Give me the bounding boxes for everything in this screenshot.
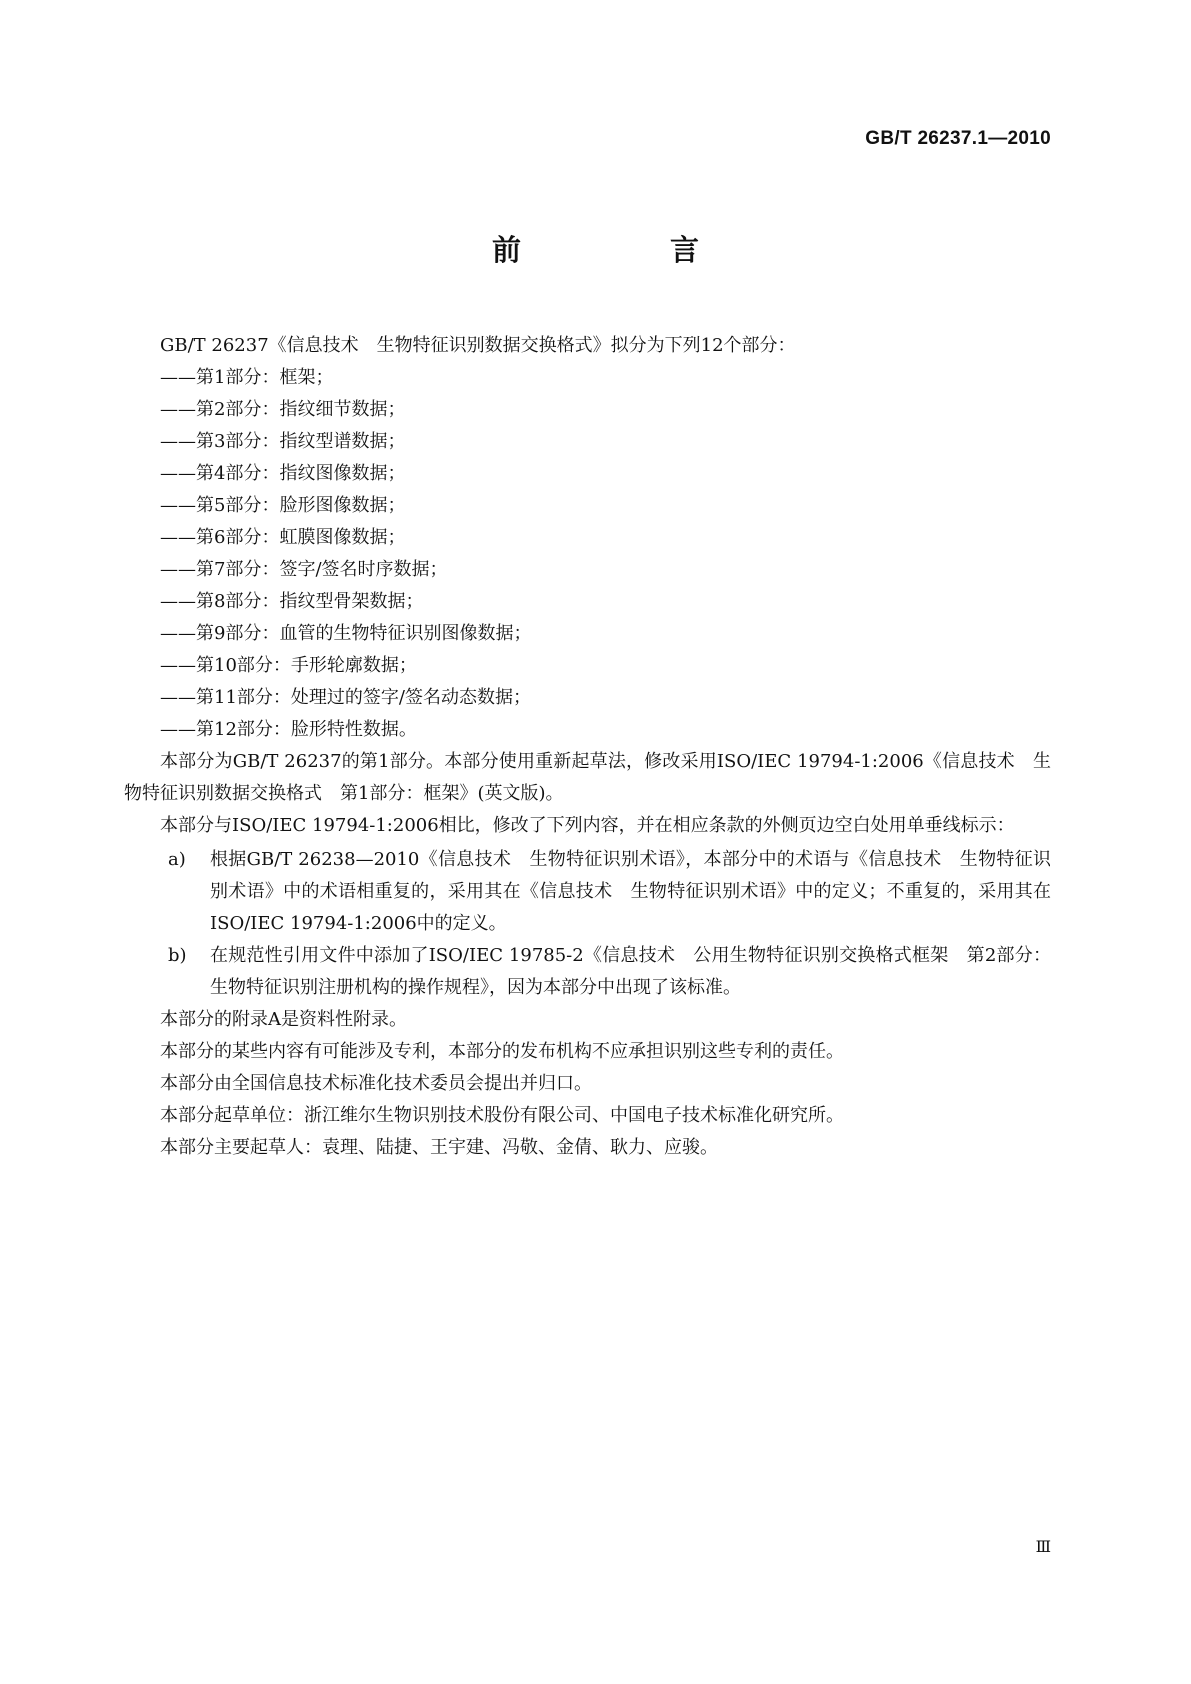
list-item: ——第6部分：虹膜图像数据； xyxy=(160,527,406,548)
list-item: ——第5部分：脸形图像数据； xyxy=(160,495,406,516)
change-text: 在规范性引用文件中添加了ISO/IEC 19785-2《信息技术 公用生物特征识别交换格式框架 第2部分：生物特征识别注册机构的操作规程》，因为本部分中出现了该标准。 xyxy=(210,945,1051,998)
changes-intro-paragraph: 本部分与ISO/IEC 19794-1:2006相比，修改了下列内容，并在相应条款的外侧页边空白处用单垂线标示： xyxy=(160,815,1015,836)
list-item: ——第9部分：血管的生物特征识别图像数据； xyxy=(160,623,532,644)
page-number: Ⅲ xyxy=(1035,1537,1051,1556)
drafting-units-paragraph: 本部分起草单位：浙江维尔生物识别技术股份有限公司、中国电子技术标准化研究所。 xyxy=(160,1105,844,1126)
change-item xyxy=(124,844,1051,940)
list-item: ——第4部分：指纹图像数据； xyxy=(160,463,406,484)
change-marker: a) xyxy=(168,849,186,870)
adoption-paragraph: 本部分为GB/T 26237的第1部分。本部分使用重新起草法，修改采用ISO/IEC 19794-1:2006《信息技术 生物特征识别数据交换格式 第1部分：框架》(英文版)。 xyxy=(124,751,1051,804)
change-marker: b) xyxy=(168,945,187,966)
list-item: ——第3部分：指纹型谱数据； xyxy=(160,431,406,452)
patent-paragraph: 本部分的某些内容有可能涉及专利，本部分的发布机构不应承担识别这些专利的责任。 xyxy=(160,1041,844,1062)
list-item: ——第7部分：签字/签名时序数据； xyxy=(160,559,448,580)
committee-paragraph: 本部分由全国信息技术标准化技术委员会提出并归口。 xyxy=(160,1073,592,1094)
drafters-paragraph: 本部分主要起草人：袁理、陆捷、王宇建、冯敬、金倩、耿力、应骏。 xyxy=(160,1137,718,1158)
annex-paragraph: 本部分的附录A是资料性附录。 xyxy=(160,1009,407,1030)
change-item xyxy=(124,940,1051,1004)
list-item: ——第10部分：手形轮廓数据； xyxy=(160,655,417,676)
intro-paragraph: GB/T 26237《信息技术 生物特征识别数据交换格式》拟分为下列12个部分： xyxy=(160,335,796,356)
page-title: 前 言 xyxy=(491,233,759,267)
list-item: ——第12部分：脸形特性数据。 xyxy=(160,719,417,740)
list-item: ——第1部分：框架； xyxy=(160,367,334,388)
parts-list xyxy=(124,362,1051,746)
list-item: ——第8部分：指纹型骨架数据； xyxy=(160,591,424,612)
list-item: ——第11部分：处理过的签字/签名动态数据； xyxy=(160,687,531,708)
standard-number: GB/T 26237.1—2010 xyxy=(865,128,1051,149)
changes-list xyxy=(124,844,1051,1004)
change-text: 根据GB/T 26238—2010《信息技术 生物特征识别术语》，本部分中的术语与《信息技术 生物特征识别术语》中的术语相重复的，采用其在《信息技术 生物特征识别术语》中的定义；不重复的，采用其在ISO/IEC 19794-1:2006中的定义。 xyxy=(210,849,1051,934)
list-item: ——第2部分：指纹细节数据； xyxy=(160,399,406,420)
document-body xyxy=(124,330,1051,1164)
